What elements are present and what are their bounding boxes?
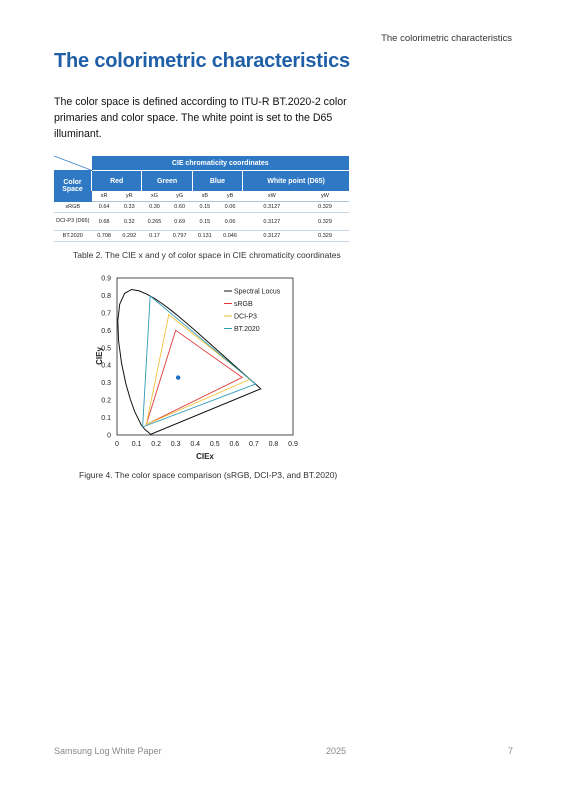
subcol-yb: yB <box>217 191 242 202</box>
table-cell: 0.329 <box>301 231 349 242</box>
table-cell: 0.329 <box>301 202 349 213</box>
table-col-red: Red <box>92 171 142 192</box>
table-group-header: CIE chromaticity coordinates <box>92 156 350 171</box>
page-title: The colorimetric characteristics <box>54 50 350 72</box>
table-cell: 0.708 <box>92 231 117 242</box>
y-tick-label: 0.4 <box>101 362 111 370</box>
table-cell: 0.292 <box>117 231 142 242</box>
table-caption: Table 2. The CIE x and y of color space in CIE chromaticity coordinates <box>73 250 341 260</box>
running-header: The colorimetric characteristics <box>381 33 512 44</box>
table-cell: 0.3127 <box>243 213 301 231</box>
table-cell: 0.15 <box>192 202 217 213</box>
table-cell: 0.797 <box>167 231 192 242</box>
footer-year: 2025 <box>326 746 347 756</box>
chromaticity-table <box>54 156 349 242</box>
x-tick-label: 0.9 <box>288 441 298 448</box>
table-cell: 0.3127 <box>243 202 301 213</box>
subcol-yw: yW <box>301 191 349 202</box>
table-row <box>54 231 349 242</box>
table-cell: 0.06 <box>217 213 242 231</box>
series-srgb <box>146 330 242 424</box>
y-tick-label: 0.2 <box>101 397 111 405</box>
y-tick-label: 0.9 <box>101 275 111 283</box>
x-tick-label: 0.4 <box>190 441 201 448</box>
row-label: DCI-P3 (D65) <box>54 213 92 231</box>
table-cell: 0.33 <box>117 202 142 213</box>
x-axis-label: CIEx <box>196 452 214 461</box>
y-tick-label: 0.8 <box>101 292 111 300</box>
table-col-blue: Blue <box>192 171 242 192</box>
table-cell: 0.329 <box>301 213 349 231</box>
table-cell: 0.06 <box>217 202 242 213</box>
legend-entry: Spectral Locus <box>234 288 281 296</box>
white-point-marker <box>176 375 180 379</box>
table-cell: 0.68 <box>92 213 117 231</box>
x-tick-label: 0.8 <box>268 441 279 448</box>
table-cell: 0.046 <box>217 231 242 242</box>
y-axis-label: CIEy <box>95 347 104 365</box>
table-cell: 0.265 <box>142 213 167 231</box>
subcol-xr: xR <box>92 191 117 202</box>
legend-entry: sRGB <box>234 301 253 308</box>
table-cell: 0.64 <box>92 202 117 213</box>
table-cell: 0.30 <box>142 202 167 213</box>
subcol-xg: xG <box>142 191 167 202</box>
series-layer <box>118 290 261 435</box>
row-label: sRGB <box>54 202 92 213</box>
footer-document-title: Samsung Log White Paper <box>54 746 162 756</box>
table-cell: 0.69 <box>167 213 192 231</box>
table-col-white-point: White point (D65) <box>243 171 349 192</box>
table-cell: 0.131 <box>192 231 217 242</box>
series-spectral-locus <box>118 290 261 435</box>
cie-chromaticity-chart <box>86 270 316 462</box>
y-tick-label: 0.6 <box>101 327 111 335</box>
table-corner-cell <box>54 156 92 171</box>
subcol-yr: yR <box>117 191 142 202</box>
legend-entry: BT.2020 <box>234 326 260 333</box>
y-tick-label: 0.5 <box>101 345 111 353</box>
table-cell: 0.60 <box>167 202 192 213</box>
x-tick-label: 0.7 <box>249 441 259 448</box>
table-row <box>54 213 349 231</box>
legend-entry: DCI-P3 <box>234 313 257 321</box>
table-cell: 0.3127 <box>243 231 301 242</box>
y-tick-label: 0.7 <box>101 310 111 318</box>
intro-paragraph: The color space is defined according to ITU-R BT.2020-2 color primaries and color space. The white point is set to the D65 illuminant. <box>54 96 347 140</box>
table-cell: 0.17 <box>142 231 167 242</box>
footer-page-number: 7 <box>508 746 514 756</box>
chart-legend <box>224 289 281 334</box>
subcol-yg: yG <box>167 191 192 202</box>
table-row <box>54 202 349 213</box>
table-cell: 0.32 <box>117 213 142 231</box>
x-tick-label: 0.3 <box>170 441 181 448</box>
x-tick-label: 0 <box>115 441 119 448</box>
table-col-green: Green <box>142 171 192 192</box>
y-tick-label: 0.3 <box>101 380 111 388</box>
x-tick-label: 0.2 <box>151 441 161 448</box>
y-tick-label: 0 <box>107 432 111 440</box>
subcol-xw: xW <box>243 191 301 202</box>
corner-diagonal-icon <box>54 156 91 170</box>
figure-caption: Figure 4. The color space comparison (sRGB, DCI-P3, and BT.2020) <box>79 470 338 480</box>
x-tick-labels <box>115 441 298 448</box>
row-label: BT.2020 <box>54 231 92 242</box>
x-tick-label: 0.6 <box>229 441 240 448</box>
subcol-xb: xB <box>192 191 217 202</box>
table-subheader-row <box>54 191 349 202</box>
table-cell: 0.15 <box>192 213 217 231</box>
y-tick-label: 0.1 <box>101 415 111 423</box>
table-row-header: Color Space <box>54 171 92 202</box>
x-tick-label: 0.5 <box>209 441 220 448</box>
x-tick-label: 0.1 <box>131 441 142 448</box>
